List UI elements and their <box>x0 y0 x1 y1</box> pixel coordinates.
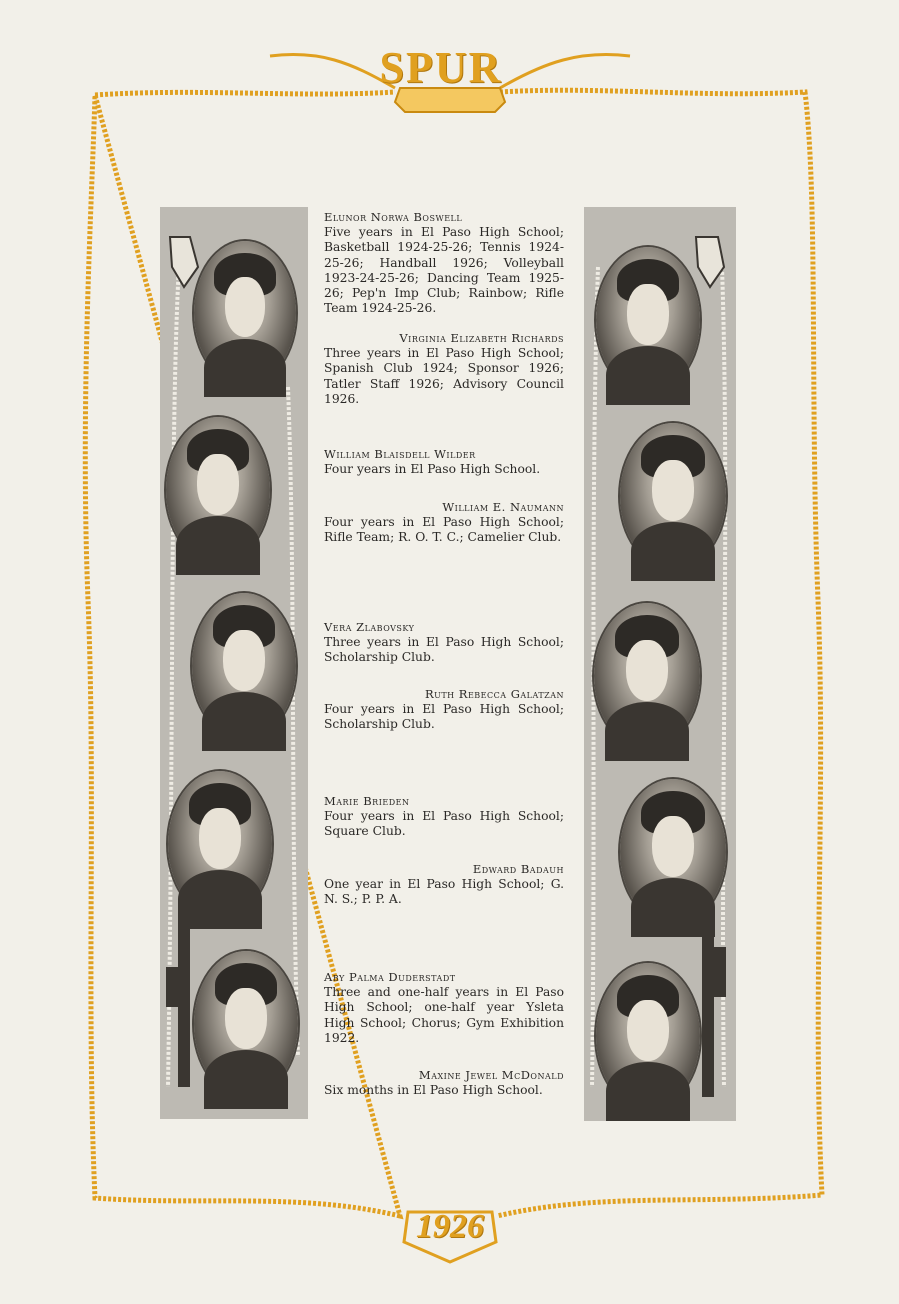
student-name: Virginia Elizabeth Richards <box>399 331 564 345</box>
student-description: Four years in El Paso High School; Square Club. <box>324 809 564 839</box>
student-name: William E. Naumann <box>442 500 564 514</box>
student-name: Marie Brieden <box>324 794 410 808</box>
student-name: Ruth Rebecca Galatzan <box>424 687 564 701</box>
student-entry <box>324 620 564 666</box>
student-name: Edward Badauh <box>472 862 564 876</box>
student-entry <box>324 500 564 546</box>
portrait-photo <box>194 241 296 385</box>
student-entry <box>324 970 564 1046</box>
student-name: Maxine Jewel McDonald <box>418 1068 564 1082</box>
student-description: Five years in El Paso High School; Basketball 1924-25-26; Tennis 1924-25-26; Handball 1926; Volleyball 1923-24-25-26; Dancing Team 1925-26; Pep'n Imp Club; Rainbow; Rifle Team 1924-25-26. <box>324 225 564 316</box>
student-description: Six months in El Paso High School. <box>324 1083 543 1098</box>
student-name: Elunor Norwa Boswell <box>324 210 463 224</box>
portrait-photo <box>620 423 726 569</box>
footer-year: 1926 <box>416 1208 484 1245</box>
portrait-photo <box>192 593 296 739</box>
student-entry <box>324 1068 564 1098</box>
student-entry <box>324 331 564 407</box>
student-entry <box>324 794 564 840</box>
student-entry <box>324 687 564 733</box>
header-title: SPUR <box>379 43 503 92</box>
student-description: Four years in El Paso High School. <box>324 462 541 477</box>
student-description: One year in El Paso High School; G. N. S.; P. P. A. <box>324 877 564 907</box>
portrait-photo <box>594 603 700 749</box>
student-entry <box>324 447 564 477</box>
student-description: Four years in El Paso High School; Rifle Team; R. O. T. C.; Camelier Club. <box>324 515 564 545</box>
student-description: Three years in El Paso High School; Spanish Club 1924; Sponsor 1926; Tatler Staff 1926; Advisory Council 1926. <box>324 346 564 406</box>
student-description: Three and one-half years in El Paso High School; one-half year Ysleta High School; Chorus; Gym Exhibition 1922. <box>324 985 564 1045</box>
left-photo-strip <box>160 207 308 1119</box>
right-photo-strip <box>584 207 736 1121</box>
student-name: Vera Zlabovsky <box>324 620 415 634</box>
portrait-photo <box>596 247 700 393</box>
portrait-photo <box>596 963 700 1109</box>
student-description: Four years in El Paso High School; Scholarship Club. <box>324 702 564 732</box>
student-description: Three years in El Paso High School; Scholarship Club. <box>324 635 564 665</box>
student-name: William Blaisdell Wilder <box>324 447 476 461</box>
student-entry <box>324 210 564 316</box>
portrait-photo <box>166 417 270 563</box>
portrait-photo <box>194 951 298 1097</box>
portrait-photo <box>168 771 272 917</box>
student-entry <box>324 862 564 908</box>
student-name: Aby Palma Duderstadt <box>324 970 456 984</box>
portrait-photo <box>620 779 726 925</box>
